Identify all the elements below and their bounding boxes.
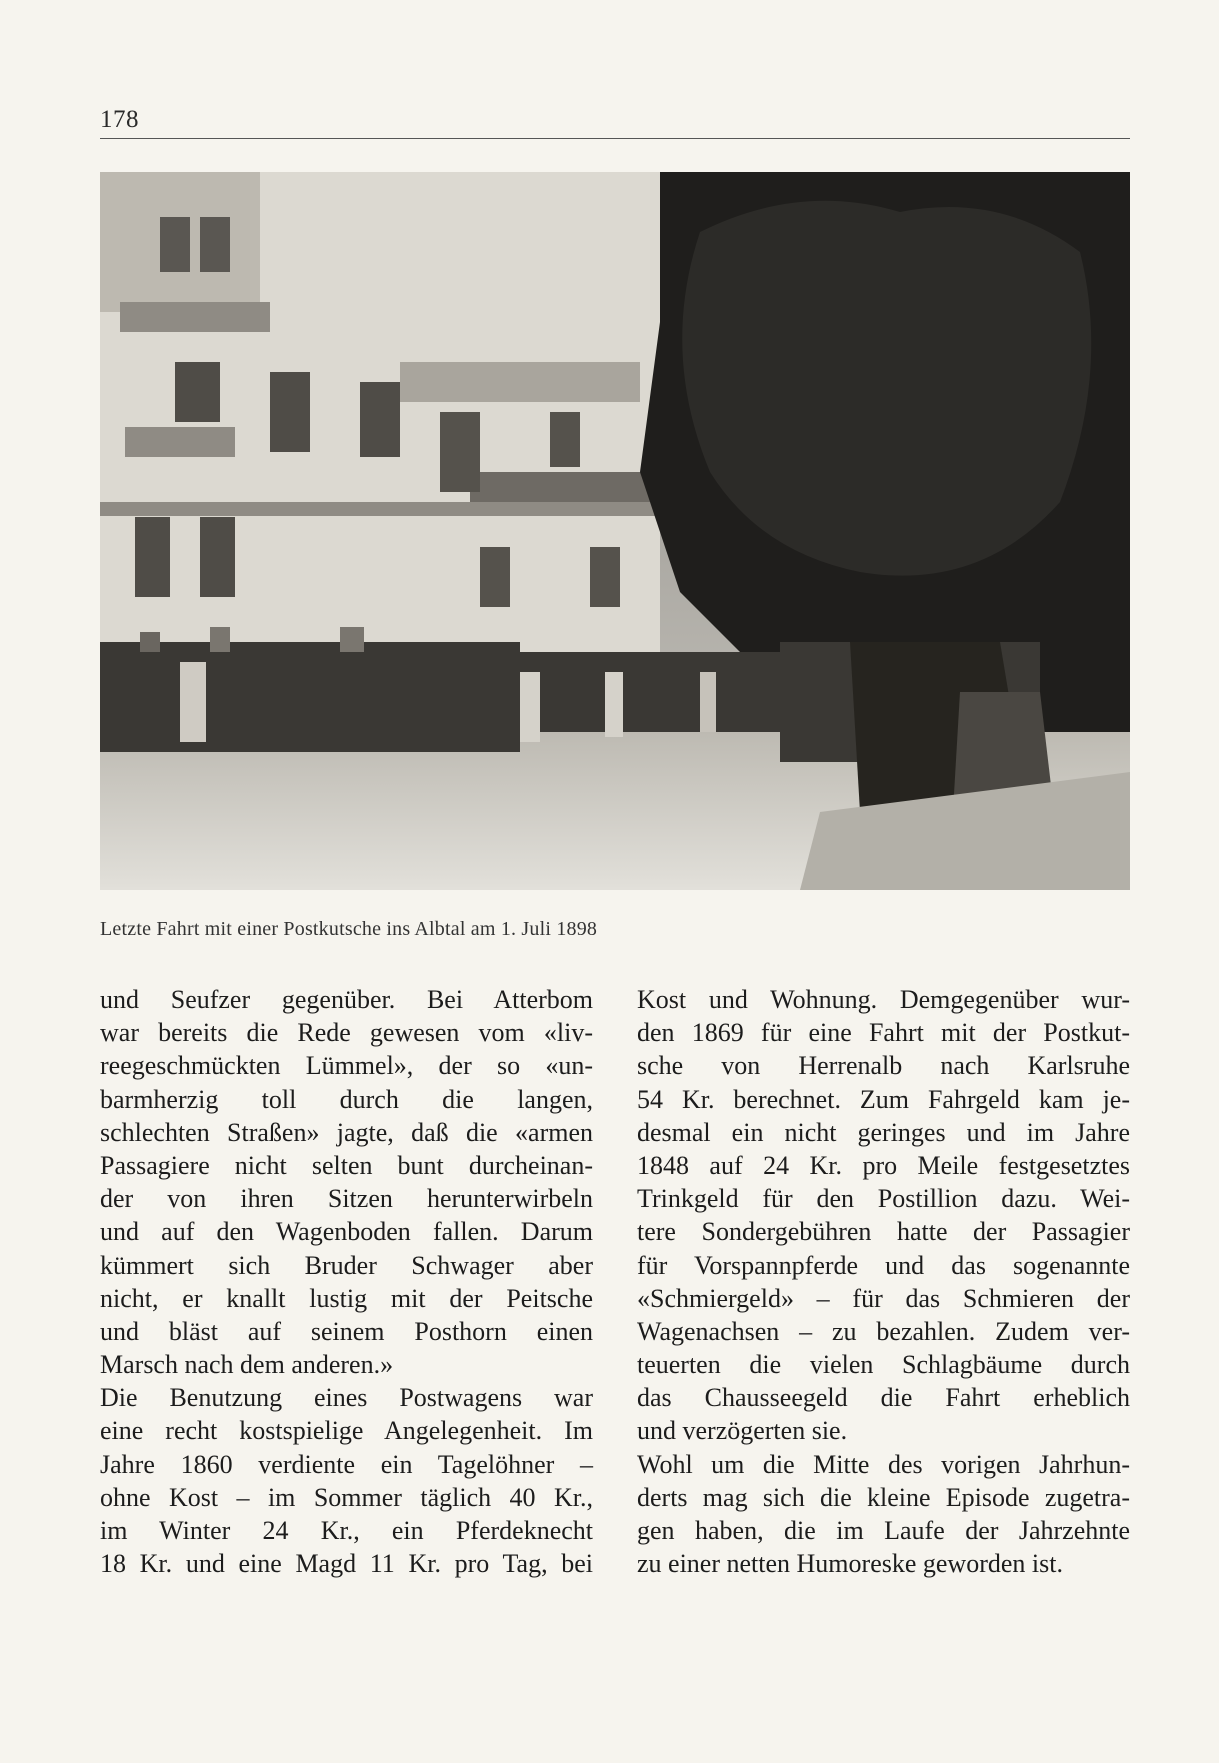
text-line: kümmert sich Bruder Schwager aber: [100, 1250, 593, 1280]
text-line: gen haben, die im Laufe der Jahrzehnte: [637, 1516, 1130, 1545]
text-line: den 1869 für eine Fahrt mit der Postkut-: [637, 1018, 1130, 1048]
photo-illustration: [100, 172, 1130, 890]
text-line: tere Sondergebühren hatte der Passagier: [637, 1217, 1130, 1247]
text-line: 18 Kr. und eine Magd 11 Kr. pro Tag, bei: [100, 1549, 593, 1579]
text-line: Kost und Wohnung. Demgegenüber wur-: [637, 985, 1130, 1014]
photo-hotel-building: [100, 172, 660, 672]
page-number: 178: [100, 106, 139, 133]
text-column-right: [637, 983, 1130, 1580]
text-line: nicht, er knallt lustig mit der Peitsche: [100, 1283, 593, 1313]
text-line: war bereits die Rede gewesen vom «liv-: [100, 1018, 593, 1048]
text-line: sche von Herrenalb nach Karlsruhe: [637, 1051, 1130, 1081]
text-column-left: [100, 983, 593, 1580]
text-line: «Schmiergeld» – für das Schmieren der: [637, 1283, 1130, 1313]
text-line: barmherzig toll durch die langen,: [100, 1084, 593, 1114]
text-line: Passagiere nicht selten bunt durcheinan-: [100, 1150, 593, 1180]
text-line: Wagenachsen – zu bezahlen. Zudem ver-: [637, 1316, 1130, 1346]
text-line: das Chausseegeld die Fahrt erheblich: [637, 1383, 1130, 1413]
text-line: reegeschmückten Lümmel», der so «un-: [100, 1051, 593, 1081]
text-line: Trinkgeld für den Postillion dazu. Wei-: [637, 1184, 1130, 1214]
text-line: desmal ein nicht geringes und im Jahre: [637, 1117, 1130, 1147]
text-line: und bläst auf seinem Posthorn einen: [100, 1316, 593, 1346]
text-line: Jahre 1860 verdiente ein Tagelöhner –: [100, 1449, 593, 1479]
text-line: Die Benutzung eines Postwagens war: [100, 1383, 593, 1413]
text-line: und auf den Wagenboden fallen. Darum: [100, 1217, 593, 1247]
header-rule: [100, 138, 1130, 139]
text-line: 1848 auf 24 Kr. pro Meile festgesetztes: [637, 1150, 1130, 1180]
text-line: Marsch nach dem anderen.»: [100, 1350, 394, 1380]
text-line: ohne Kost – im Sommer täglich 40 Kr.,: [100, 1482, 593, 1512]
text-line: im Winter 24 Kr., ein Pferdeknecht: [100, 1516, 593, 1545]
text-line: der von ihren Sitzen herunterwirbeln: [100, 1184, 593, 1214]
text-line: zu einer netten Humoreske geworden ist.: [637, 1549, 1063, 1579]
text-line: und verzögerten sie.: [637, 1416, 848, 1446]
text-line: 54 Kr. berechnet. Zum Fahrgeld kam je-: [637, 1084, 1130, 1114]
text-line: für Vorspannpferde und das sogenannte: [637, 1250, 1130, 1280]
text-line: eine recht kostspielige Angelegenheit. Im: [100, 1416, 593, 1446]
text-line: und Seufzer gegenüber. Bei Atterbom: [100, 985, 593, 1014]
text-line: teuerten die vielen Schlagbäume durch: [637, 1350, 1130, 1380]
historic-photograph: [100, 172, 1130, 890]
text-line: Wohl um die Mitte des vorigen Jahrhun-: [637, 1449, 1130, 1479]
text-line: derts mag sich die kleine Episode zugetra-: [637, 1482, 1130, 1512]
photo-caption: Letzte Fahrt mit einer Postkutsche ins Albtal am 1. Juli 1898: [100, 918, 598, 940]
text-line: schlechten Straßen» jagte, daß die «armen: [100, 1117, 593, 1147]
